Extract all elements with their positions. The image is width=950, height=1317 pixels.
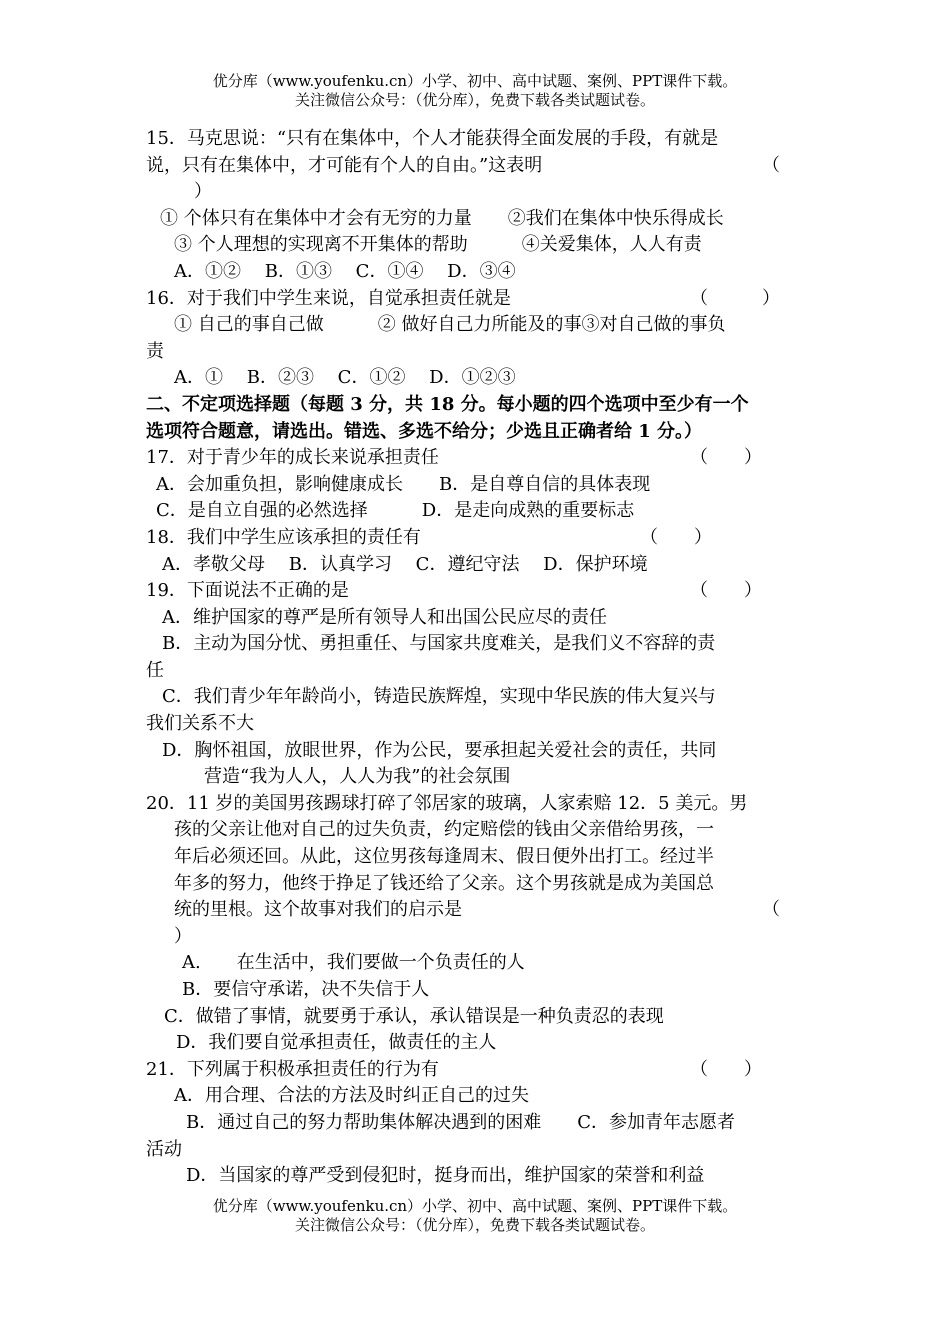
q15-stem-line-1: 15．马克思说：“只有在集体中，个人才能获得全面发展的手段，有就是 bbox=[146, 128, 719, 149]
q20-stem-line-5 bbox=[146, 897, 810, 924]
q20-stem-line-4: 年多的努力，他终于挣足了钱还给了父亲。这个男孩就是成为美国总 bbox=[174, 872, 714, 894]
q21-option-d: D．当国家的尊严受到侵犯时，挺身而出，维护国家的荣誉和利益 bbox=[186, 1165, 705, 1187]
q16-answer-choices: A．① B．②③ C．①② D．①②③ bbox=[174, 367, 516, 389]
q20-answer-paren-close-line bbox=[146, 924, 810, 951]
q21-answer-paren: （ ） bbox=[690, 1058, 762, 1080]
q17-answer-paren: （ ） bbox=[690, 447, 762, 469]
q15-answer-paren-open: （ bbox=[762, 154, 780, 176]
question-content bbox=[146, 126, 810, 1190]
q19-option-c-line-1: C．我们青少年年龄尚小，铸造民族辉煌，实现中华民族的伟大复兴与 bbox=[162, 686, 716, 708]
q15-options-line-1: ① 个体只有在集体中才会有无穷的力量 ②我们在集体中快乐得成长 bbox=[160, 207, 724, 229]
q17-stem-line bbox=[146, 445, 810, 472]
q19-option-b-line-1: B．主动为国分忧、勇担重任、与国家共度难关，是我们义不容辞的责 bbox=[162, 633, 716, 655]
q19-option-d-line-2: 营造“我为人人，人人为我”的社会氛围 bbox=[204, 766, 511, 788]
q16-stem: 16．对于我们中学生来说，自觉承担责任就是 bbox=[146, 287, 511, 309]
q15-answer-choices: A．①② B．①③ C．①④ D．③④ bbox=[174, 260, 516, 282]
q20-stem-text: 统的里根。这个故事对我们的启示是 bbox=[174, 899, 462, 921]
q19-stem-line bbox=[146, 578, 810, 605]
q21-option-bc-line-1: B．通过自己的努力帮助集体解决遇到的困难 C．参加青年志愿者 bbox=[186, 1111, 735, 1133]
page-header bbox=[0, 72, 950, 110]
q20-stem-line-3: 年后必须还回。从此，这位男孩每逢周末、假日便外出打工。经过半 bbox=[174, 846, 714, 868]
q18-answer-paren: （ ） bbox=[640, 526, 712, 548]
q21-option-a: A．用合理、合法的方法及时纠正自己的过失 bbox=[174, 1085, 529, 1107]
q16-options-line-2: 责 bbox=[146, 340, 164, 362]
q21-stem: 21．下列属于积极承担责任的行为有 bbox=[146, 1058, 439, 1080]
footer-line-1: 优分库（www.youfenku.cn）小学、初中、高中试题、案例、PPT课件下载。 bbox=[212, 1197, 738, 1215]
q19-stem: 19．下面说法不正确的是 bbox=[146, 580, 349, 602]
q19-option-c-line-2: 我们关系不大 bbox=[146, 713, 254, 735]
header-line-2: 关注微信公众号：（优分库），免费下载各类试题试卷。 bbox=[294, 91, 655, 109]
q17-options-line-1: A．会加重负担，影响健康成长 B．是自尊自信的具体表现 bbox=[156, 473, 651, 495]
q21-stem-line bbox=[146, 1057, 810, 1084]
q20-stem-line-2: 孩的父亲让他对自己的过失负责，约定赔偿的钱由父亲借给男孩，一 bbox=[174, 819, 714, 841]
q15-stem-text: 说，只有在集体中，才可能有个人的自由。”这表明 bbox=[146, 154, 543, 176]
q20-option-a: A. 在生活中，我们要做一个负责任的人 bbox=[182, 952, 525, 974]
footer-line-2: 关注微信公众号：（优分库），免费下载各类试题试卷。 bbox=[294, 1216, 655, 1234]
q18-stem: 18．我们中学生应该承担的责任有 bbox=[146, 526, 421, 548]
q17-options-line-2: C．是自立自强的必然选择 D．是走向成熟的重要标志 bbox=[156, 500, 635, 522]
q20-option-c: C．做错了事情，就要勇于承认，承认错误是一种负责忍的表现 bbox=[164, 1005, 664, 1027]
q15-answer-paren-close: ） bbox=[194, 181, 212, 203]
header-line-1: 优分库（www.youfenku.cn）小学、初中、高中试题、案例、PPT课件下载。 bbox=[212, 72, 738, 90]
q20-answer-paren-close: ） bbox=[174, 925, 192, 947]
q16-options-line-1: ① 自己的事自己做 ② 做好自己力所能及的事③对自己做的事负 bbox=[174, 314, 726, 336]
q17-stem: 17．对于青少年的成长来说承担责任 bbox=[146, 447, 439, 469]
page-footer bbox=[0, 1197, 950, 1235]
q19-answer-paren: （ ） bbox=[690, 580, 762, 602]
section-2-title-line-2: 选项符合题意，请选出。错选、多选不给分；少选且正确者给 1 分。） bbox=[146, 420, 703, 442]
section-2-title-line-1: 二、不定项选择题（每题 3 分，共 18 分。每小题的四个选项中至少有一个 bbox=[146, 393, 749, 415]
q15-options-line-2: ③ 个人理想的实现离不开集体的帮助 ④关爱集体，人人有责 bbox=[174, 234, 702, 256]
q20-option-d: D．我们要自觉承担责任，做责任的主人 bbox=[176, 1032, 497, 1054]
q20-option-b: B．要信守承诺，决不失信于人 bbox=[182, 979, 430, 1000]
q20-answer-paren-open: （ bbox=[762, 899, 780, 921]
q20-stem-line-1: 20．11 岁的美国男孩踢球打碎了邻居家的玻璃，人家索赔 12．5 美元。男 bbox=[146, 792, 748, 814]
q18-stem-line bbox=[146, 525, 810, 552]
q21-option-bc-line-2: 活动 bbox=[146, 1138, 182, 1160]
q19-option-b-line-2: 任 bbox=[146, 659, 164, 681]
q16-answer-paren: （ ） bbox=[690, 287, 780, 309]
q15-answer-paren-close-line bbox=[146, 179, 810, 206]
q19-option-d-line-1: D．胸怀祖国，放眼世界，作为公民，要承担起关爱社会的责任，共同 bbox=[162, 739, 717, 761]
q18-options: A．孝敬父母 B．认真学习 C．遵纪守法 D．保护环境 bbox=[162, 553, 648, 575]
q19-option-a: A．维护国家的尊严是所有领导人和出国公民应尽的责任 bbox=[162, 606, 607, 628]
q16-stem-line bbox=[146, 286, 810, 313]
q15-stem-line-2 bbox=[146, 153, 810, 180]
